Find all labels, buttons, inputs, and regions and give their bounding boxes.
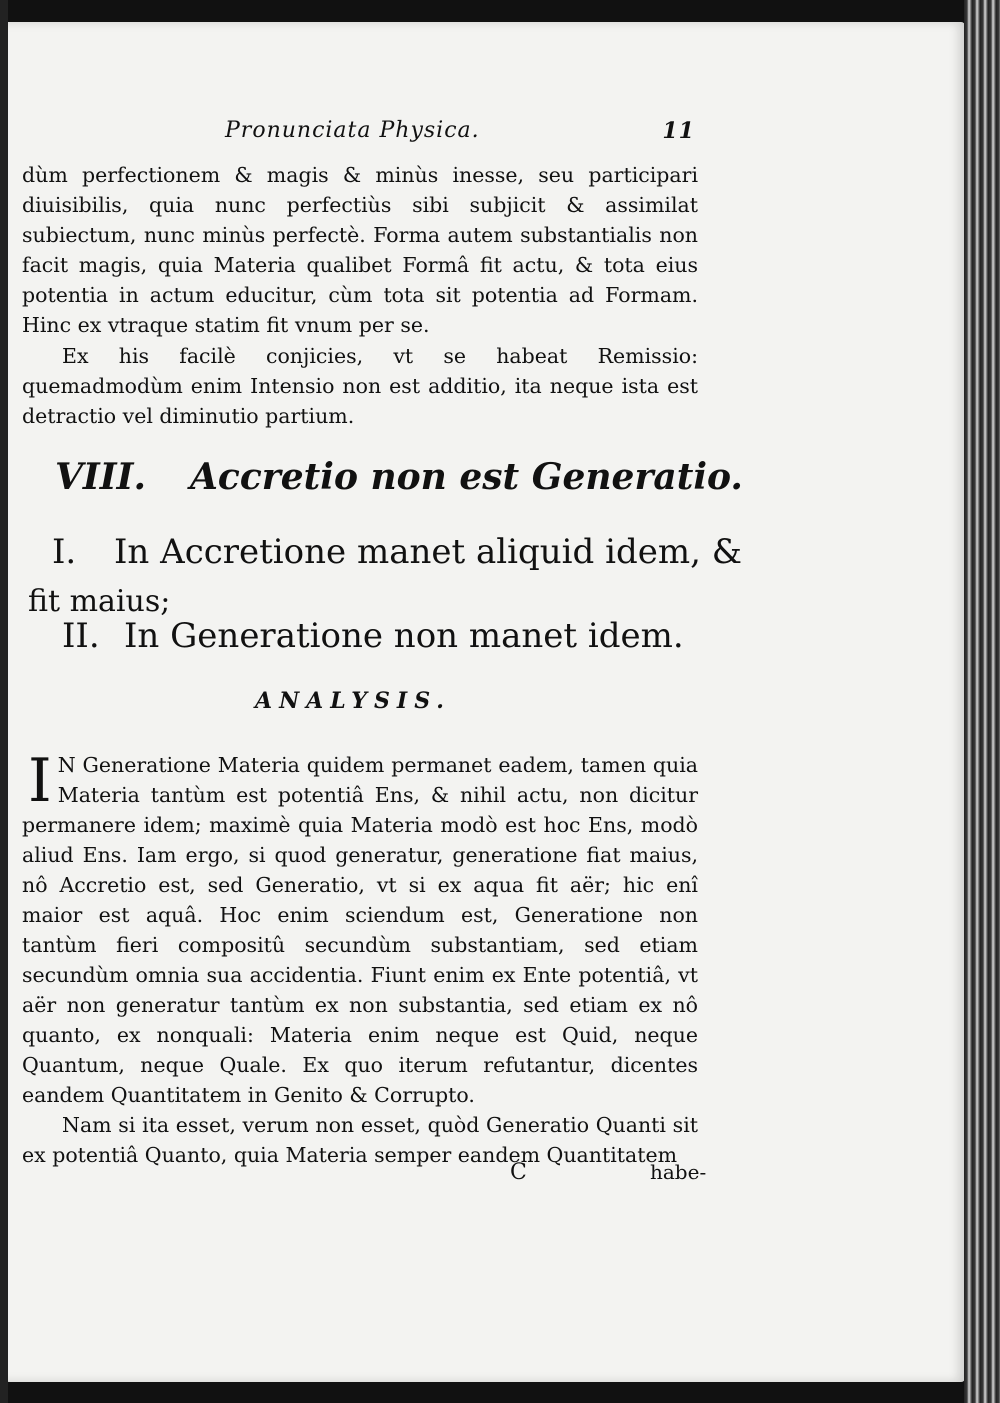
running-header <box>225 118 695 143</box>
folio-number: 11 <box>662 118 695 144</box>
proposition-2-number: II. <box>62 616 100 656</box>
proposition-2 <box>62 612 684 660</box>
running-title: Pronunciata Physica. <box>225 118 480 143</box>
signature-mark: C <box>510 1160 527 1185</box>
analysis-paragraph <box>22 746 698 1110</box>
page-edges <box>964 0 1000 1403</box>
proposition-1 <box>52 528 742 576</box>
paragraph-continuation: dùm perfectionem & magis & minùs inesse, seu participari diuisibilis, quia nunc perfectiùs sibi subjicit & assimilat subiectum, nunc minùs perfectè. Forma autem substantialis non facit magis, quia Materia qualibet Formâ fit actu, & tota eius potentia in actum educitur, cùm tota sit potentia ad Formam. Hinc ex vtraque statim fit vnum per se. <box>22 163 698 337</box>
paragraph-remissio: Ex his facilè conjicies, vt se habeat Remissio: quemadmodùm enim Intensio non est additio, ita neque ista est detractio vel diminutio partium. <box>22 344 698 428</box>
proposition-1-number: I. <box>52 532 77 572</box>
paragraph-final: Nam si ita esset, verum non esset, quòd Generatio Quanti sit ex potentiâ Quanto, quia Materia semper eandem Quantitatem <box>22 1113 698 1167</box>
proposition-1-text: In Accretione manet aliquid idem, & <box>114 532 742 572</box>
analysis-text: N Generatione Materia quidem permanet eadem, tamen quia Materia tantùm est potentiâ Ens, & nihil actu, non dicitur permanere idem; maximè quia Materia modò est hoc Ens, modò aliud Ens. Iam ergo, si quod generatur, generatione fiat maius, nô Accretio est, sed Generatio, vt si ex aqua fit aër; hic enî maior est aquâ. Hoc enim sciendum est, Generatione non tantùm fieri compositû secundùm substantiam, sed etiam secundùm omnia sua accidentia. Fiunt enim ex Ente potentiâ, vt aër non generatur tantùm ex non substantia, sed etiam ex nô quanto, ex nonquali: Materia enim neque est Quid, neque Quantum, neque Quale. Ex quo iterum refutantur, dicentes eandem Quantitatem in Genito & Corrupto. <box>22 753 698 1107</box>
proposition-1-continuation: fit maius; <box>28 584 171 619</box>
section-heading <box>55 456 743 498</box>
section-title: Accretio non est Generatio. <box>190 456 743 498</box>
drop-cap: I <box>28 746 52 816</box>
proposition-2-text: In Generatione non manet idem. <box>124 616 684 656</box>
page-gutter-shadow <box>0 0 8 1403</box>
catchword: habe- <box>650 1160 707 1184</box>
analysis-heading: ANALYSIS. <box>255 688 451 714</box>
section-number: VIII. <box>55 456 146 498</box>
